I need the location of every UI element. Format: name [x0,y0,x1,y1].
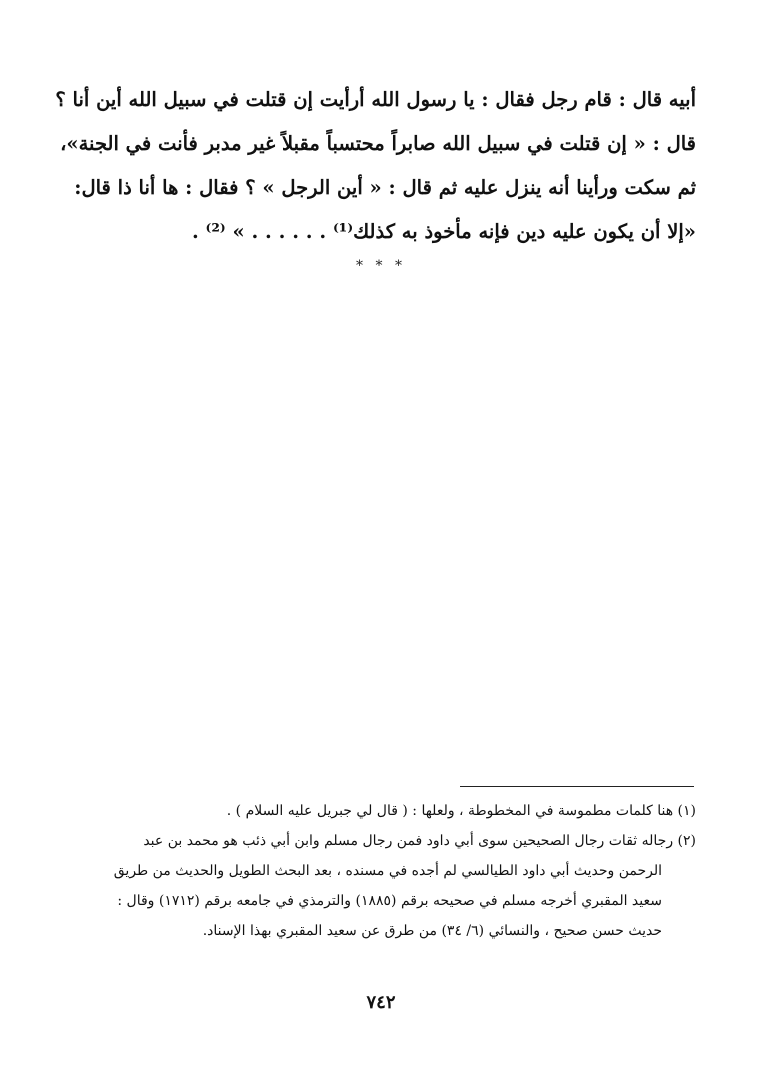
main-text-line-4: «إلا أن يكون عليه دين فإنه مأخوذ به كذلك⁽¹⁾ . . . . . . » ⁽²⁾ . [191,220,696,243]
main-text-line-3: ثم سكت ورأينا أنه ينزل عليه ثم قال : « أين الرجل » ؟ فقال : ها أنا ذا قال: [74,176,696,199]
main-text-body [48,78,696,254]
footnote-2-line-2: الرحمن وحديث أبي داود الطيالسي لم أجده في مسنده ، بعد البحث الطويل والحديث من طريق [113,863,662,879]
footnotes [70,796,696,946]
main-text-line-2: قال : « إن قتلت في سبيل الله صابراً محتسباً مقبلاً غير مدبر فأنت في الجنة»، [60,132,696,155]
footnote-1: (١) هنا كلمات مطموسة في المخطوطة ، ولعلها : ( قال لي جبريل عليه السلام ) . [226,803,696,819]
footnote-divider [460,786,694,787]
main-text-line-1: أبيه قال : قام رجل فقال : يا رسول الله أرأيت إن قتلت في سبيل الله أين أنا ؟ [55,88,696,111]
footnote-2-line-1: (٢) رجاله ثقات رجال الصحيحين سوى أبي داود فمن رجال مسلم وابن أبي ذئب هو محمد بن عبد [143,833,696,849]
page-number: ٧٤٢ [366,992,396,1013]
footnote-2-line-4: حديث حسن صحيح ، والنسائي (٦/ ٣٤) من طرق عن سعيد المقبري بهذا الإسناد. [202,923,662,939]
footnote-2-line-3: سعيد المقبري أخرجه مسلم في صحيحه برقم (١٨٨٥) والترمذي في جامعه برقم (١٧١٢) وقال : [117,893,662,909]
section-separator: * * * [356,258,406,274]
